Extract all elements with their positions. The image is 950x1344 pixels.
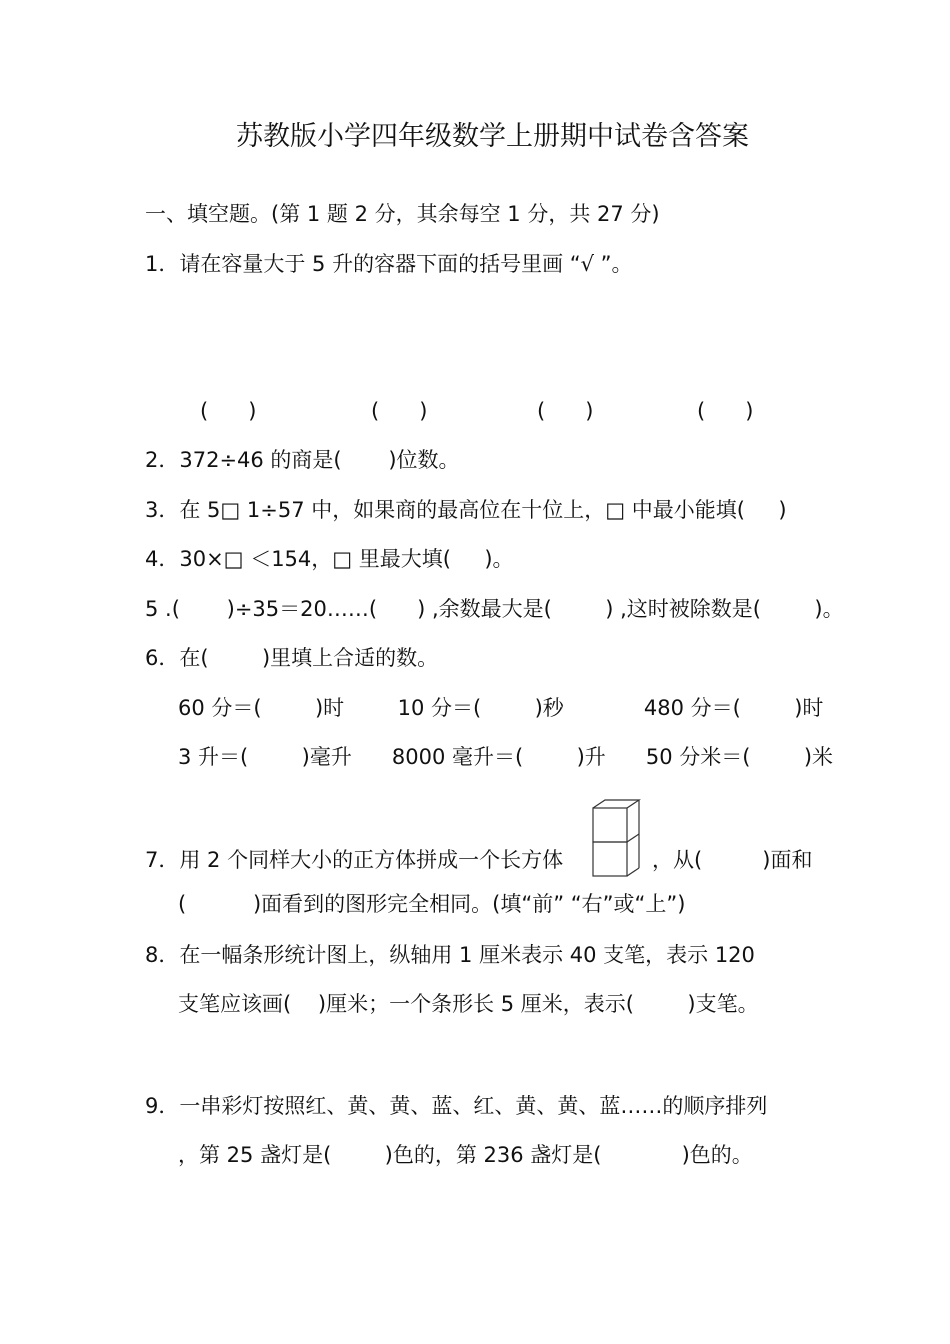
question-7-part-3: ( )面看到的图形完全相同。(填“前” “右”或“上”) [178, 892, 686, 916]
question-9-line-1: 9．一串彩灯按照红、黄、黄、蓝、红、黄、黄、蓝……的顺序排列 [145, 1094, 768, 1118]
q1-answer-blank-2: ( ) [371, 399, 428, 423]
q1-answer-blank-1: ( ) [200, 399, 257, 423]
section-heading: 一、填空题。(第 1 题 2 分，其余每空 1 分，共 27 分) [145, 202, 660, 226]
q1-answer-blank-3: ( ) [537, 399, 594, 423]
question-2: 2．372÷46 的商是( )位数。 [145, 448, 460, 472]
question-9-line-2: ，第 25 盏灯是( )色的，第 236 盏灯是( )色的。 [178, 1143, 753, 1167]
question-6-row-1: 60 分＝( )时 10 分＝( )秒 480 分＝( )时 [178, 696, 824, 720]
stacked-cubes-figure [592, 799, 642, 879]
q1-answer-blank-4: ( ) [697, 399, 754, 423]
question-5: 5 .( )÷35＝20……( ) ,余数最大是( ) ,这时被除数是( )。 [145, 597, 844, 621]
page-title: 苏教版小学四年级数学上册期中试卷含答案 [236, 121, 749, 152]
question-6: 6．在( )里填上合适的数。 [145, 646, 439, 670]
question-8-line-1: 8．在一幅条形统计图上，纵轴用 1 厘米表示 40 支笔，表示 120 [145, 943, 755, 967]
question-7-part-2: ，从( )面和 [652, 848, 813, 872]
question-3: 3．在 5□ 1÷57 中，如果商的最高位在十位上，□ 中最小能填( ) [145, 498, 787, 522]
question-7-part-1: 7．用 2 个同样大小的正方体拼成一个长方体 [145, 848, 564, 872]
question-6-row-2: 3 升＝( )毫升 8000 毫升＝( )升 50 分米＝( )米 [178, 745, 834, 769]
question-8-line-2: 支笔应该画( )厘米；一个条形长 5 厘米，表示( )支笔。 [178, 992, 759, 1016]
question-1: 1．请在容量大于 5 升的容器下面的括号里画 “√ ”。 [145, 252, 633, 276]
question-4: 4．30×□ ＜154，□ 里最大填( )。 [145, 547, 514, 571]
